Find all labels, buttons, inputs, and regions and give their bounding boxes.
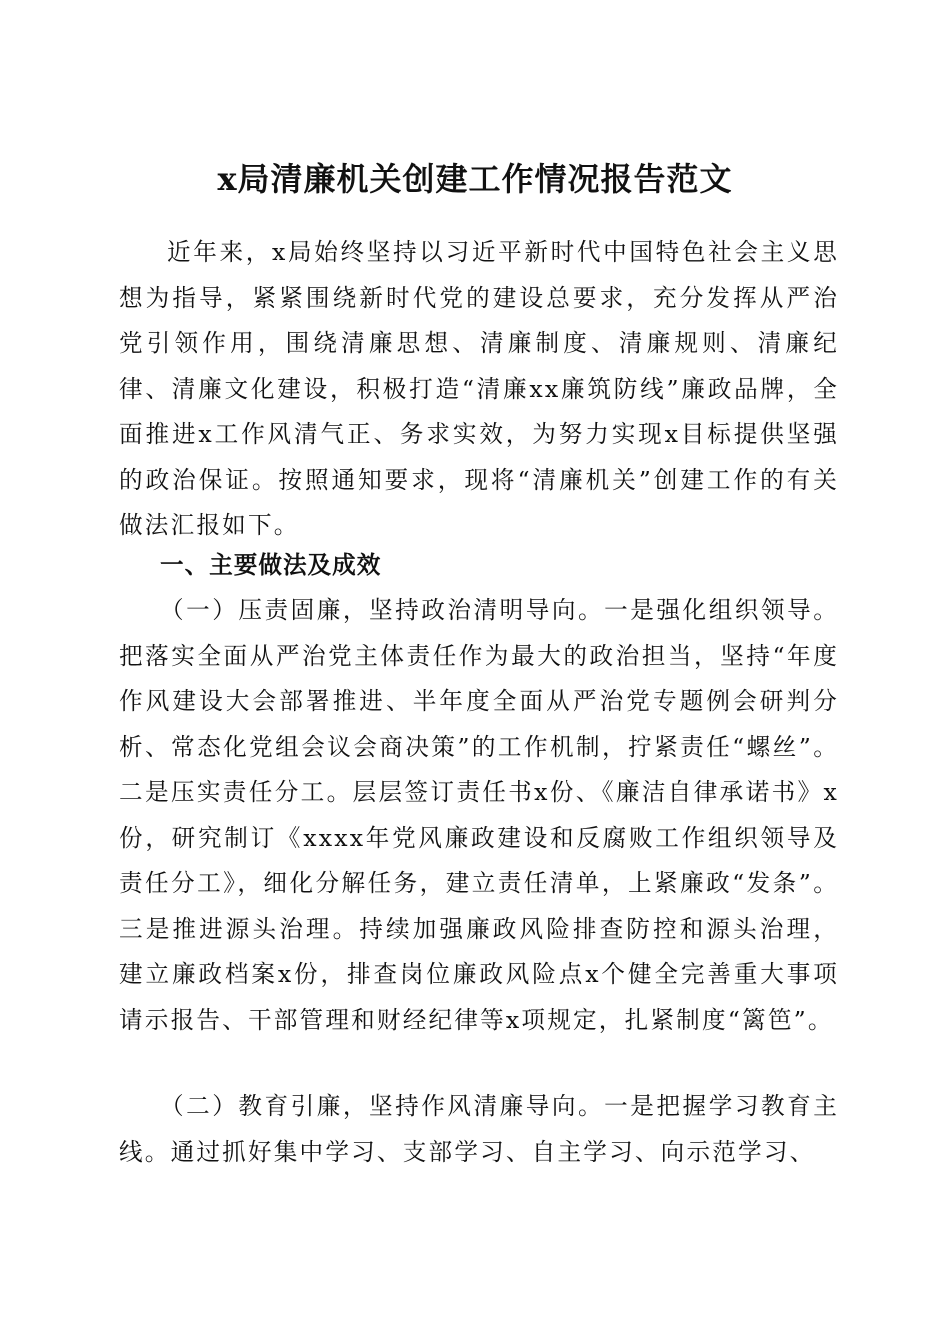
section-item-paragraph: （二）教育引廉，坚持作风清廉导向。一是把握学习教育主线。通过抓好集中学习、支部学习、自主学习、向示范学习、 xyxy=(119,1092,839,1166)
section-heading-main-practices: 一、主要做法及成效 xyxy=(160,551,382,579)
document-title: x局清廉机关创建工作情况报告范文 xyxy=(217,160,733,199)
section-item-paragraph: （一）压责固廉，坚持政治清明导向。一是强化组织领导。把落实全面从严治党主体责任作为最大的政治担当，坚持“年度作风建设大会部署推进、半年度全面从严治党专题例会研判分析、常态化党组会议会商决策”的工作机制，拧紧责任“螺丝”。二是压实责任分工。层层签订责任书x份、《廉洁自律承诺书》x份，研究制订《xxxx年党风廉政建设和反腐败工作组织领导及责任分工》，细化分解任务，建立责任清单，上紧廉政“发条”。三是推进源头治理。持续加强廉政风险排查防控和源头治理，建立廉政档案x份，排查岗位廉政风险点x个健全完善重大事项请示报告、干部管理和财经纪律等x项规定，扎紧制度“篱笆”。 xyxy=(119,596,839,1034)
intro-paragraph: 近年来，x局始终坚持以习近平新时代中国特色社会主义思想为指导，紧紧围绕新时代党的建设总要求，充分发挥从严治党引领作用，围绕清廉思想、清廉制度、清廉规则、清廉纪律、清廉文化建设，积极打造“清廉xx廉筑防线”廉政品牌，全面推进x工作风清气正、务求实效，为努力实现x目标提供坚强的政治保证。按照通知要求，现将“清廉机关”创建工作的有关做法汇报如下。 xyxy=(119,238,839,539)
